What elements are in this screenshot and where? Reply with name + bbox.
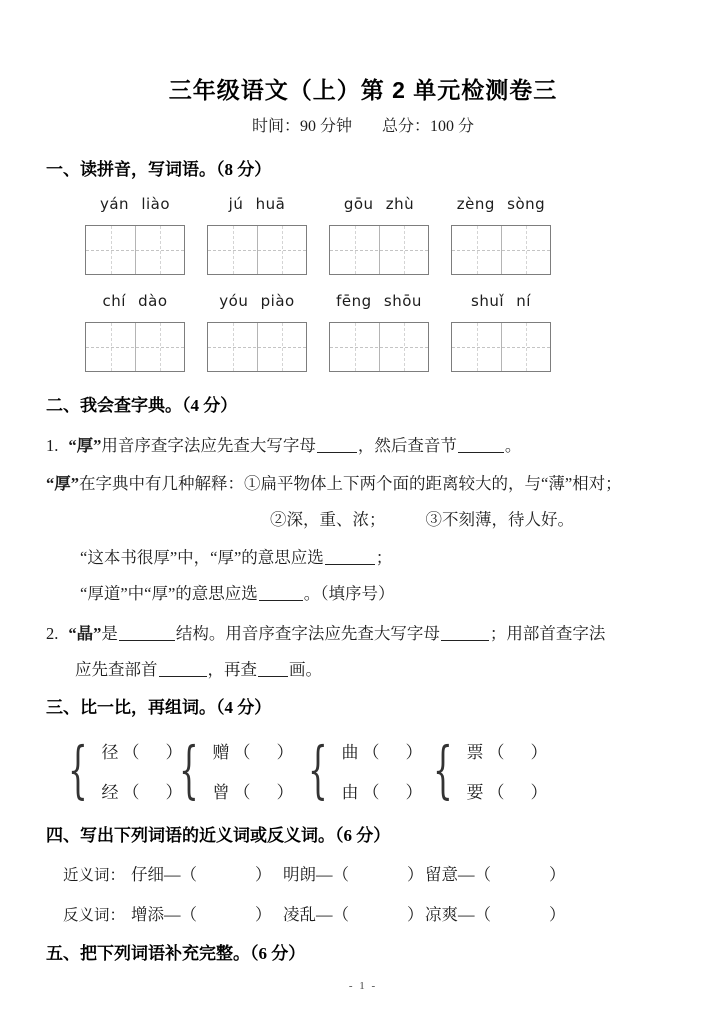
question-number: 1. bbox=[46, 436, 59, 455]
answer-parens: （ ） bbox=[233, 742, 294, 762]
answer-parens: （ ） bbox=[487, 782, 548, 802]
pinyin-label: zèng sòng bbox=[456, 195, 546, 213]
answer-parens: （ ） bbox=[474, 905, 566, 924]
word-item: 留意—（ ） bbox=[425, 865, 566, 884]
word-item: 明朗—（ ） bbox=[283, 865, 424, 884]
answer-blank bbox=[317, 439, 357, 453]
pinyin-group bbox=[204, 194, 310, 275]
pinyin-label: gōu zhù bbox=[343, 195, 415, 213]
answer-parens: （ ） bbox=[233, 782, 294, 802]
writing-grid-box bbox=[85, 225, 185, 275]
compare-character: 票 bbox=[466, 742, 484, 762]
compare-character: 曾 bbox=[212, 782, 230, 802]
definition-line-2: ②深，重、浓； ③不刻薄，待人好。 bbox=[270, 510, 574, 529]
pinyin-group bbox=[204, 291, 310, 372]
target-character: “厚” bbox=[68, 436, 102, 455]
answer-parens: （ ） bbox=[362, 742, 423, 762]
section1-heading: 一、读拼音，写词语。（8 分） bbox=[46, 160, 272, 179]
compare-words-row bbox=[68, 730, 680, 810]
writing-grid-box bbox=[207, 225, 307, 275]
pinyin-label: yóu piào bbox=[219, 292, 295, 310]
answer-blank bbox=[259, 587, 303, 601]
compare-character: 由 bbox=[341, 782, 359, 802]
answer-blank bbox=[458, 439, 504, 453]
answer-parens: （ ） bbox=[122, 782, 183, 802]
writing-grid-box bbox=[329, 225, 429, 275]
answer-blank bbox=[119, 627, 175, 641]
writing-grid-box bbox=[451, 225, 551, 275]
answer-parens: （ ） bbox=[362, 782, 423, 802]
pinyin-group bbox=[448, 194, 554, 275]
question-1: 1. “厚”用音序查字法应先查大写字母 ，然后查音节 。 bbox=[46, 436, 522, 455]
answer-parens: （ ） bbox=[332, 905, 424, 924]
pinyin-label: shuǐ ní bbox=[471, 292, 531, 310]
synonym-row bbox=[63, 863, 680, 888]
section2-heading: 二、我会查字典。（4 分） bbox=[46, 396, 238, 415]
word-item: 凌乱—（ ） bbox=[283, 905, 424, 924]
time-info: 时间：90 分钟 bbox=[251, 118, 352, 135]
brace-left-icon: { bbox=[68, 733, 88, 806]
word-pair bbox=[179, 730, 308, 810]
compare-character: 赠 bbox=[212, 742, 230, 762]
word-pair bbox=[68, 730, 183, 810]
question-2-line-2: 应先查部首 ，再查 画。 bbox=[75, 660, 322, 679]
question-2: 2. “晶”是 结构。用音序查字法应先查大写字母 ；用部首查字法 bbox=[46, 624, 606, 643]
answer-parens: （ ） bbox=[332, 865, 424, 884]
row-label: 近义词： bbox=[63, 867, 126, 884]
word-item: 仔细—（ ） bbox=[131, 865, 272, 884]
pinyin-label: chí dào bbox=[102, 292, 168, 310]
section3-heading: 三、比一比，再组词。（4 分） bbox=[46, 698, 272, 717]
question-number: 2. bbox=[46, 624, 59, 643]
compare-character: 经 bbox=[101, 782, 119, 802]
pinyin-group bbox=[82, 291, 188, 372]
antonym-row bbox=[63, 903, 680, 928]
pinyin-row-2 bbox=[82, 291, 680, 372]
exam-meta bbox=[46, 116, 680, 138]
target-character: “晶” bbox=[68, 624, 102, 643]
compare-character: 曲 bbox=[341, 742, 359, 762]
writing-grid-box bbox=[207, 322, 307, 372]
select-meaning-1: “这本书很厚”中，“厚”的意思应选 ； bbox=[80, 548, 393, 567]
select-meaning-2: “厚道”中“厚”的意思应选 。（填序号） bbox=[80, 584, 395, 603]
pinyin-label: jú huā bbox=[228, 195, 286, 213]
brace-left-icon: { bbox=[179, 733, 199, 806]
answer-blank bbox=[258, 663, 288, 677]
word-item: 增添—（ ） bbox=[131, 905, 272, 924]
answer-parens: （ ） bbox=[487, 742, 548, 762]
definition-line-1: “厚”在字典中有几种解释：①扁平物体上下两个面的距离较大的，与“薄”相对； bbox=[46, 474, 622, 493]
pinyin-label: fēng shōu bbox=[336, 292, 422, 310]
section4-heading: 四、写出下列词语的近义词或反义词。（6 分） bbox=[46, 826, 391, 845]
answer-blank bbox=[441, 627, 489, 641]
pinyin-group bbox=[448, 291, 554, 372]
word-pair bbox=[308, 730, 433, 810]
brace-left-icon: { bbox=[433, 733, 453, 806]
page-number: - 1 - bbox=[348, 980, 378, 992]
pinyin-group bbox=[82, 194, 188, 275]
pinyin-group bbox=[326, 291, 432, 372]
answer-parens: （ ） bbox=[474, 865, 566, 884]
pinyin-row-1 bbox=[82, 194, 680, 275]
answer-blank bbox=[325, 551, 375, 565]
row-label: 反义词： bbox=[63, 907, 126, 924]
compare-character: 径 bbox=[101, 742, 119, 762]
word-item: 凉爽—（ ） bbox=[425, 905, 566, 924]
brace-left-icon: { bbox=[308, 733, 328, 806]
answer-parens: （ ） bbox=[180, 865, 272, 884]
pinyin-group bbox=[326, 194, 432, 275]
writing-grid-box bbox=[451, 322, 551, 372]
target-character: “厚” bbox=[46, 474, 79, 493]
section5-heading: 五、把下列词语补充完整。（6 分） bbox=[46, 944, 306, 963]
pinyin-label: yán liào bbox=[99, 195, 171, 213]
compare-character: 要 bbox=[466, 782, 484, 802]
answer-parens: （ ） bbox=[180, 905, 272, 924]
writing-grid-box bbox=[85, 322, 185, 372]
score-info: 总分：100 分 bbox=[382, 118, 475, 135]
writing-grid-box bbox=[329, 322, 429, 372]
page-title: 三年级语文（上）第 2 单元检测卷三 bbox=[168, 77, 558, 103]
answer-blank bbox=[159, 663, 207, 677]
answer-parens: （ ） bbox=[122, 742, 183, 762]
word-pair bbox=[433, 730, 547, 810]
